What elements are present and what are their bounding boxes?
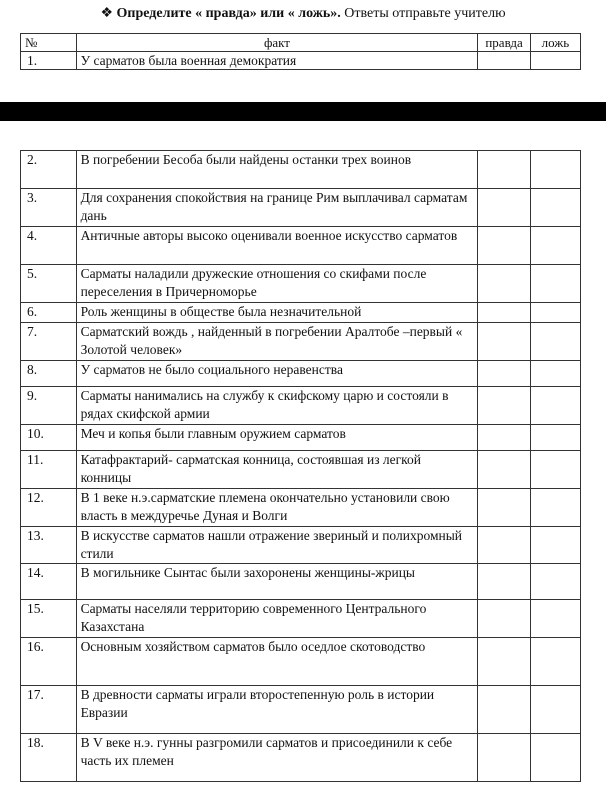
row-number: 11. [21, 451, 77, 489]
row-number: 1. [21, 52, 77, 70]
row-fact: Сарматы наладили дружеские отношения со скифами после переселения в Причерноморье [76, 265, 478, 303]
true-cell[interactable] [478, 734, 530, 782]
true-cell[interactable] [478, 638, 530, 686]
true-cell[interactable] [478, 489, 530, 527]
table-row [21, 638, 581, 686]
facts-table-top [20, 33, 581, 70]
false-cell[interactable] [530, 189, 580, 227]
row-fact: Меч и копья были главным оружием сарматов [76, 425, 478, 451]
true-cell[interactable] [478, 52, 530, 70]
false-cell[interactable] [530, 686, 580, 734]
black-divider-bar [0, 102, 606, 121]
row-fact: Основным хозяйством сарматов было оседлое скотоводство [76, 638, 478, 686]
table-row [21, 323, 581, 361]
false-cell[interactable] [530, 227, 580, 265]
table-row [21, 361, 581, 387]
instruction-title [0, 4, 606, 24]
facts-table [20, 150, 581, 782]
false-cell[interactable] [530, 734, 580, 782]
true-cell[interactable] [478, 151, 530, 189]
false-cell[interactable] [530, 564, 580, 600]
row-fact: Роль женщины в обществе была незначительной [76, 303, 478, 323]
table-row [21, 489, 581, 527]
true-cell[interactable] [478, 600, 530, 638]
row-number: 10. [21, 425, 77, 451]
false-cell[interactable] [530, 527, 580, 564]
row-number: 17. [21, 686, 77, 734]
row-fact: У сарматов была военная демократия [76, 52, 478, 70]
row-number: 6. [21, 303, 77, 323]
row-number: 2. [21, 151, 77, 189]
row-fact: В могильнике Сынтас были захоронены женщины-жрицы [76, 564, 478, 600]
row-number: 3. [21, 189, 77, 227]
row-number: 16. [21, 638, 77, 686]
row-number: 13. [21, 527, 77, 564]
true-cell[interactable] [478, 323, 530, 361]
row-number: 14. [21, 564, 77, 600]
table-row [21, 387, 581, 425]
row-fact: Сарматский вождь , найденный в погребении Аралтобе –первый « Золотой человек» [76, 323, 478, 361]
table-row [21, 734, 581, 782]
row-number: 4. [21, 227, 77, 265]
table-row [21, 303, 581, 323]
table-row [21, 265, 581, 303]
row-fact: Для сохранения спокойствия на границе Рим выплачивал сарматам дань [76, 189, 478, 227]
row-fact: В искусстве сарматов нашли отражение звериный и полихромный стили [76, 527, 478, 564]
row-fact: В 1 веке н.э.сарматские племена окончательно установили свою власть в междуречье Дуная и Волги [76, 489, 478, 527]
true-cell[interactable] [478, 564, 530, 600]
row-number: 5. [21, 265, 77, 303]
row-number: 18. [21, 734, 77, 782]
table-row [21, 151, 581, 189]
table-row [21, 527, 581, 564]
true-cell[interactable] [478, 227, 530, 265]
row-fact: В древности сарматы играли второстепенную роль в истории Евразии [76, 686, 478, 734]
row-fact: Катафрактарий- сарматская конница, состоявшая из легкой конницы [76, 451, 478, 489]
row-number: 9. [21, 387, 77, 425]
bullet-icon: ❖ [100, 6, 114, 21]
true-cell[interactable] [478, 686, 530, 734]
false-cell[interactable] [530, 489, 580, 527]
row-number: 8. [21, 361, 77, 387]
false-cell[interactable] [530, 52, 580, 70]
row-fact: У сарматов не было социального неравенства [76, 361, 478, 387]
false-cell[interactable] [530, 451, 580, 489]
true-cell[interactable] [478, 527, 530, 564]
table-row [21, 227, 581, 265]
true-cell[interactable] [478, 425, 530, 451]
true-cell[interactable] [478, 303, 530, 323]
true-cell[interactable] [478, 189, 530, 227]
header-false: ложь [530, 34, 580, 52]
row-fact: Античные авторы высоко оценивали военное искусство сарматов [76, 227, 478, 265]
row-number: 7. [21, 323, 77, 361]
false-cell[interactable] [530, 265, 580, 303]
true-cell[interactable] [478, 361, 530, 387]
false-cell[interactable] [530, 425, 580, 451]
false-cell[interactable] [530, 600, 580, 638]
instruction-bold: Определите « правда» или « ложь». [116, 6, 341, 21]
false-cell[interactable] [530, 151, 580, 189]
table-row [21, 189, 581, 227]
false-cell[interactable] [530, 303, 580, 323]
row-fact: В V веке н.э. гунны разгромили сарматов и присоединили к себе часть их племен [76, 734, 478, 782]
table-row [21, 686, 581, 734]
instruction-rest: Ответы отправьте учителю [340, 6, 506, 21]
table-row [21, 52, 581, 70]
true-cell[interactable] [478, 265, 530, 303]
header-true: правда [478, 34, 530, 52]
false-cell[interactable] [530, 387, 580, 425]
header-num: № [21, 34, 77, 52]
row-fact: В погребении Бесоба были найдены останки трех воинов [76, 151, 478, 189]
true-cell[interactable] [478, 387, 530, 425]
header-fact: факт [76, 34, 478, 52]
false-cell[interactable] [530, 361, 580, 387]
row-fact: Сарматы населяли территорию современного Центрального Казахстана [76, 600, 478, 638]
table-header-row [21, 34, 581, 52]
table-row [21, 564, 581, 600]
row-number: 15. [21, 600, 77, 638]
table-row [21, 600, 581, 638]
true-cell[interactable] [478, 451, 530, 489]
false-cell[interactable] [530, 323, 580, 361]
false-cell[interactable] [530, 638, 580, 686]
row-number: 12. [21, 489, 77, 527]
table-row [21, 451, 581, 489]
row-fact: Сарматы нанимались на службу к скифскому царю и состояли в рядах скифской армии [76, 387, 478, 425]
table-row [21, 425, 581, 451]
